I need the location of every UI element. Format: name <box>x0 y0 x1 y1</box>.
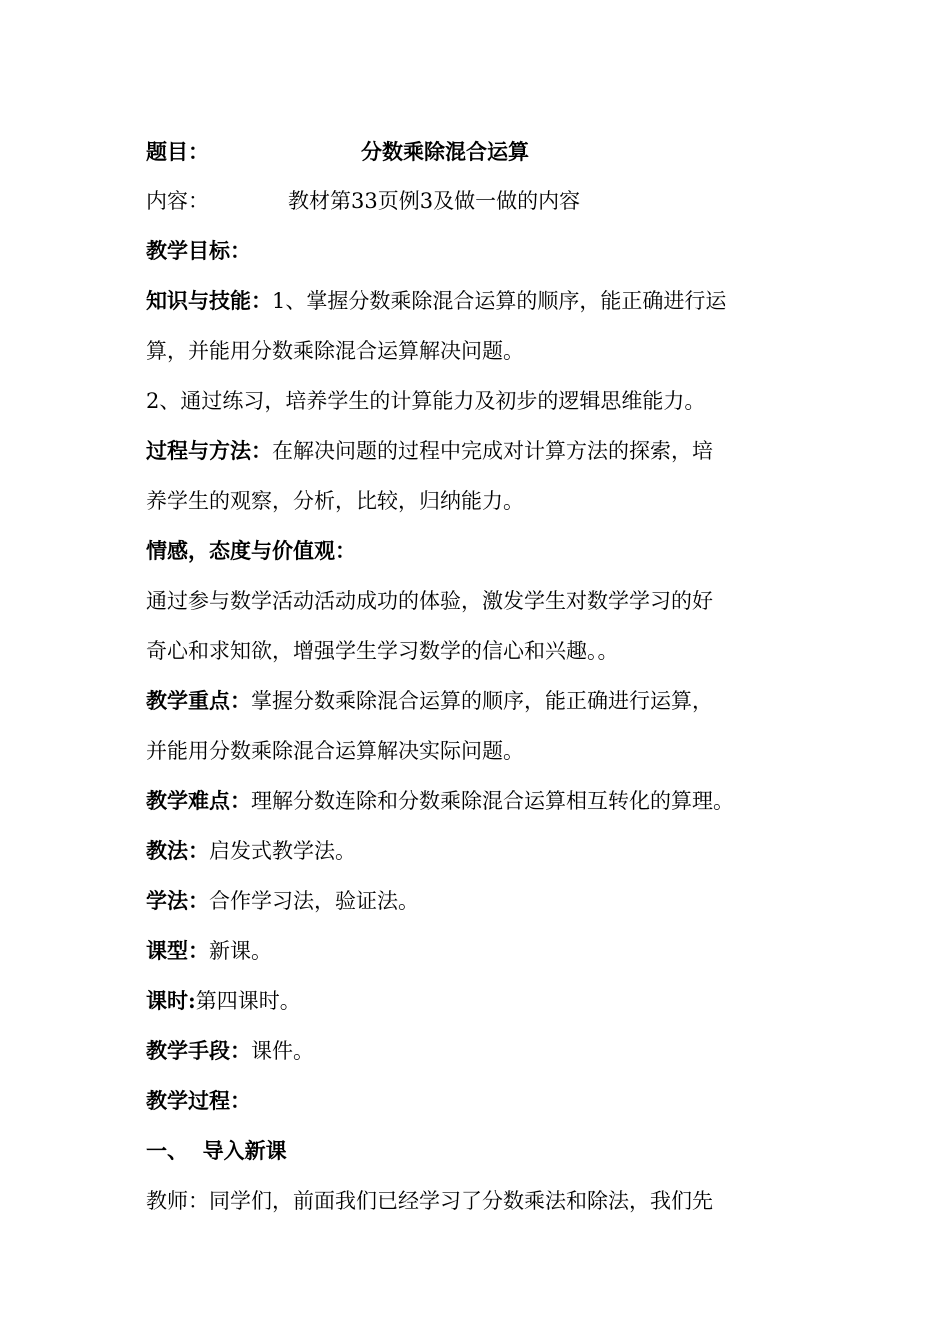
method-label: 教法： <box>146 838 209 863</box>
period-label: 课时: <box>146 988 196 1013</box>
keypoint-line-1 <box>146 686 826 716</box>
period-line <box>146 986 826 1016</box>
difficulty-line <box>146 786 826 816</box>
difficulty-text: 理解分数连除和分数乘除混合运算相互转化的算理。 <box>251 789 734 813</box>
knowledge-text-1: 1、掌握分数乘除混合运算的顺序，能正确进行运 <box>272 289 727 313</box>
process-label: 过程与方法： <box>146 438 272 463</box>
content-value: 教材第33页例3及做一做的内容 <box>288 189 581 213</box>
knowledge-line-2: 算，并能用分数乘除混合运算解决问题。 <box>146 339 524 363</box>
means-text: 课件。 <box>251 1039 314 1063</box>
objectives-heading: 教学目标： <box>146 238 251 263</box>
emotion-line-2: 奇心和求知欲，增强学生学习数学的信心和兴趣。。 <box>146 639 619 663</box>
content-label: 内容： <box>146 189 209 213</box>
means-line <box>146 1036 826 1066</box>
keypoint-label: 教学重点： <box>146 688 251 713</box>
title-label: 题目： <box>146 139 209 164</box>
lesson-type-text: 新课。 <box>209 939 272 963</box>
section-1-title: 导入新课 <box>202 1138 287 1163</box>
teacher-line: 教师：同学们，前面我们已经学习了分数乘法和除法，我们先 <box>146 1189 713 1213</box>
title-value: 分数乘除混合运算 <box>361 139 529 164</box>
learning-label: 学法： <box>146 888 209 913</box>
keypoint-line-2: 并能用分数乘除混合运算解决实际问题。 <box>146 739 524 763</box>
content-line <box>146 186 826 216</box>
process-line-1 <box>146 436 826 466</box>
difficulty-label: 教学难点： <box>146 788 251 813</box>
process-heading: 教学过程： <box>146 1088 251 1113</box>
method-text: 启发式教学法。 <box>209 839 356 863</box>
knowledge-item-2: 2、通过练习，培养学生的计算能力及初步的逻辑思维能力。 <box>146 389 706 413</box>
process-line-2: 养学生的观察，分析，比较，归纳能力。 <box>146 489 524 513</box>
means-label: 教学手段： <box>146 1038 251 1063</box>
period-text: 第四课时。 <box>195 989 301 1013</box>
section-1-number: 一、 <box>146 1138 188 1163</box>
lesson-type-label: 课型： <box>146 938 209 963</box>
knowledge-line-1 <box>146 286 826 316</box>
process-text-1: 在解决问题的过程中完成对计算方法的探索，培 <box>272 439 713 463</box>
lesson-type-line <box>146 936 826 966</box>
method-line <box>146 836 826 866</box>
learning-line <box>146 886 826 916</box>
knowledge-label: 知识与技能： <box>146 288 272 313</box>
emotion-heading: 情感，态度与价值观： <box>146 538 356 563</box>
title-line <box>146 137 826 167</box>
section-1-heading <box>146 1136 826 1166</box>
learning-text: 合作学习法，验证法。 <box>209 889 419 913</box>
emotion-line-1: 通过参与数学活动活动成功的体验，激发学生对数学学习的好 <box>146 589 713 613</box>
keypoint-text-1: 掌握分数乘除混合运算的顺序，能正确进行运算， <box>251 689 713 713</box>
